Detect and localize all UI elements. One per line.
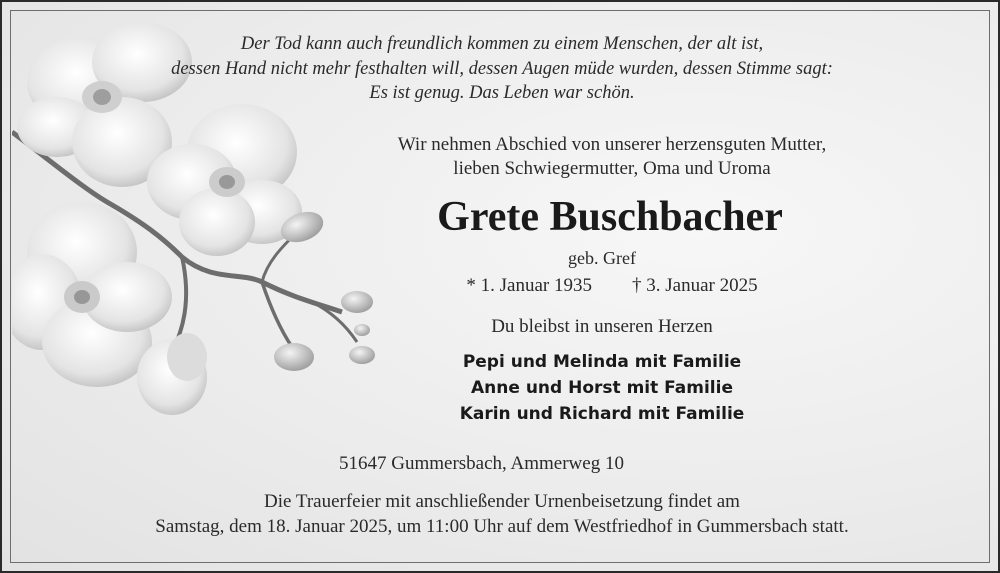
- funeral-line: Die Trauerfeier mit anschließender Urnenbeisetzung findet am: [264, 491, 740, 512]
- mourner-entry: Pepi und Melinda mit Familie: [462, 352, 742, 372]
- deceased-name: Grete Buschbacher: [437, 194, 783, 240]
- intro-line: lieben Schwiegermutter, Oma und Uroma: [453, 158, 771, 179]
- life-dates: [422, 274, 802, 298]
- farewell-intro: [332, 133, 892, 181]
- funeral-notice: [62, 489, 942, 539]
- funeral-line: Samstag, dem 18. Januar 2025, um 11:00 Uhr auf dem Westfriedhof in Gummersbach statt.: [155, 516, 849, 537]
- maiden-name: geb. Gref: [568, 248, 636, 268]
- address: 51647 Gummersbach, Ammerweg 10: [339, 453, 624, 474]
- memorial-motto: Du bleibst in unseren Herzen: [491, 316, 713, 337]
- memorial-quote: [112, 32, 892, 106]
- intro-line: Wir nehmen Abschied von unserer herzensguten Mutter,: [397, 134, 827, 155]
- mourner-entry: Anne und Horst mit Familie: [471, 378, 733, 398]
- mourners-list: [422, 349, 782, 427]
- quote-line: Der Tod kann auch freundlich kommen zu einem Menschen, der alt ist,: [240, 34, 764, 54]
- birth-date: * 1. Januar 1935: [466, 275, 592, 296]
- death-date: † 3. Januar 2025: [632, 275, 758, 296]
- mourner-entry: Karin und Richard mit Familie: [459, 404, 745, 424]
- quote-line: Es ist genug. Das Leben war schön.: [369, 83, 635, 103]
- quote-line: dessen Hand nicht mehr festhalten will, dessen Augen müde wurden, dessen Stimme sagt:: [171, 58, 833, 79]
